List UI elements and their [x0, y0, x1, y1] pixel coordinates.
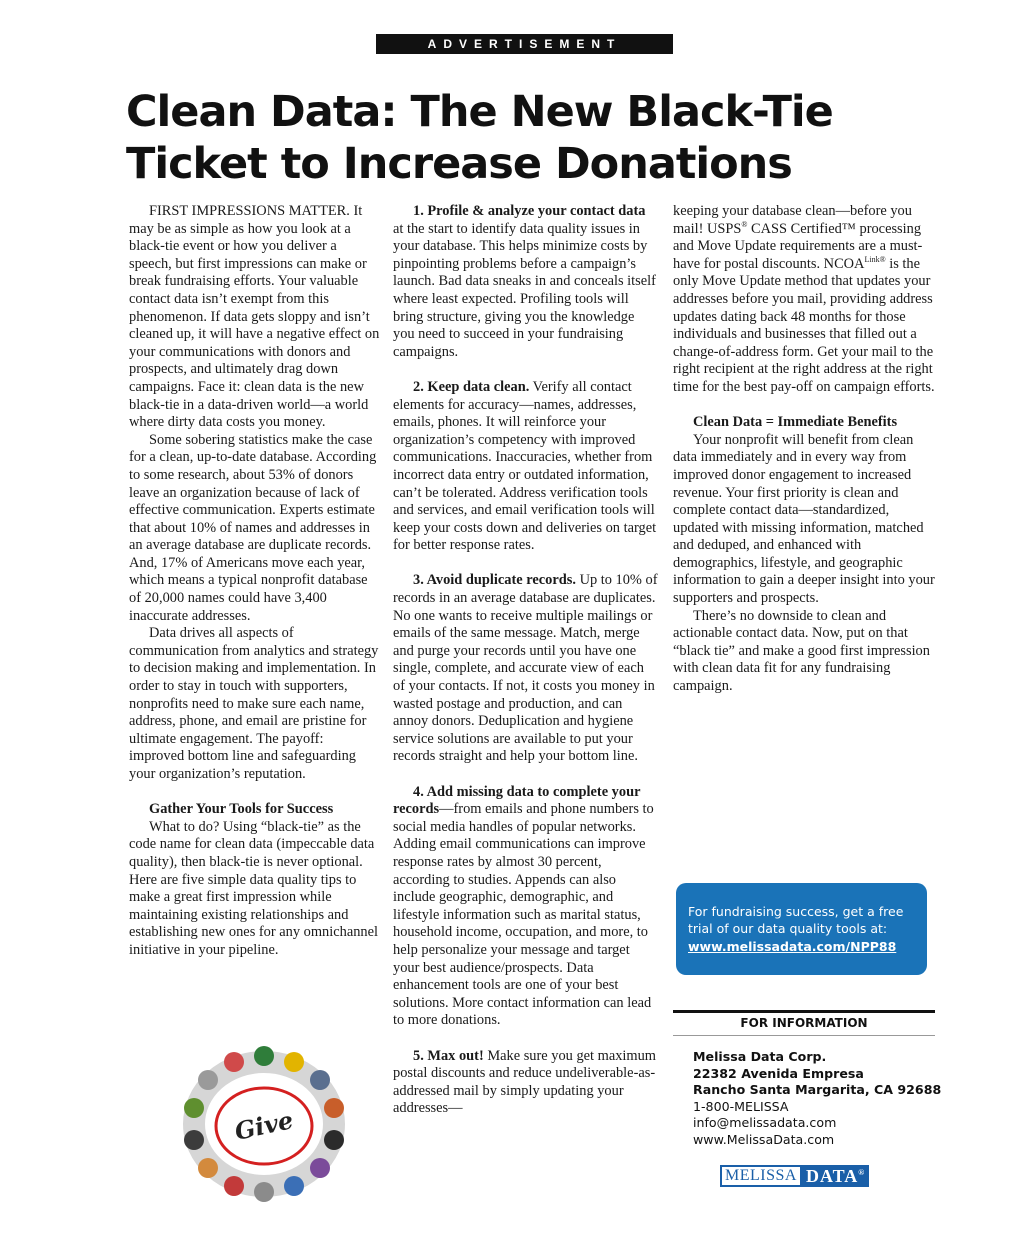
tip-1	[393, 203, 658, 361]
tip-1-title: 1. Profile & analyze your contact data	[413, 203, 646, 219]
paragraph: Some sobering statistics make the case for a clean, up-to-date database. According to some research, about 53% of donors leave an organization because of lack of effective communication. Experts estimate that about 10% of names and addresses in an average database are duplicate records. And, 17% of Americans move each year, which means a typical nonprofit database of 20,000 names could have 3,400 inaccurate addresses.	[129, 431, 377, 624]
person	[184, 1098, 204, 1118]
tip-4-title: 4. Add missing data to complete your records	[393, 783, 641, 818]
contact-block	[693, 1049, 941, 1149]
tip-5-title: 5. Max out!	[413, 1047, 484, 1064]
column-3	[673, 203, 935, 696]
tip-3-title: 3. Avoid duplicate records.	[413, 572, 576, 589]
person	[284, 1052, 304, 1072]
headline-line-2: Ticket to Increase Donations	[126, 139, 792, 189]
subheading-immediate-benefits: Clean Data = Immediate Benefits	[693, 414, 898, 431]
paragraph: There’s no downside to clean and actionable contact data. Now, put on that “black tie” and make a good first impression with clean data fit for any fundraising campaign.	[673, 607, 930, 695]
paragraph	[673, 203, 935, 397]
logo-registered-mark: ®	[858, 1168, 866, 1177]
tip-2-title: 2. Keep data clean.	[413, 378, 530, 395]
tip-1-body: at the start to identify data quality issues in your database. This helps minimize costs by pinpointing problems before a campaign’s launch. Bad data sneaks in and conceals itself where least expected. Profiling tools will bring structure, giving you the knowledge you need to succeed in your fundraising campaigns.	[393, 220, 656, 360]
logo-data	[802, 1165, 869, 1187]
tip-2-body: Verify all contact elements for accuracy—names, addresses, emails, phones. It will reinforce your organization’s competency with improved communications. Inaccuracies, whether from incorrect data entry or outdated information, can’t be tolerated. Address verification tools and services, and email verification tools will keep your costs down and deliveries on target for better response rates.	[393, 378, 657, 554]
address-line-2: Rancho Santa Margarita, CA 92688	[693, 1082, 942, 1098]
logo-data-text: DATA	[805, 1166, 859, 1186]
person	[254, 1182, 274, 1202]
for-information-heading: FOR INFORMATION	[740, 1016, 868, 1030]
tip-3-body: Up to 10% of records in an average database are duplicates. No one wants to receive multiple mailings or emails of the same message. Match, merge and purge your records until you have one single, complete, and accurate view of each of your contacts. If not, it costs you money in wasted postage and production, and can annoy donors. Deduplication and hygiene service solutions are available to put your records straight and help your bottom line.	[393, 572, 658, 765]
tip-4	[393, 784, 658, 1030]
phone-number: 1-800-MELISSA	[693, 1098, 789, 1114]
person	[198, 1158, 218, 1178]
website-link[interactable]: www.MelissaData.com	[693, 1131, 835, 1147]
text-run: keeping your database clean—before you mail! USPS	[673, 203, 912, 237]
headline-line-1: Clean Data: The New Black-Tie	[126, 87, 833, 137]
divider	[673, 1010, 935, 1013]
column-1	[129, 203, 381, 960]
tip-5-body: Make sure you get maximum postal discounts and reduce undeliverable-as-addressed mail by simply updating your addresses—	[393, 1047, 657, 1117]
address-line-1: 22382 Avenida Empresa	[693, 1065, 864, 1081]
person	[324, 1130, 344, 1150]
subheading-gather-tools: Gather Your Tools for Success	[149, 801, 334, 818]
callout-text: For fundraising success, get a free trial of our data quality tools at:	[688, 904, 904, 936]
person	[310, 1158, 330, 1178]
person	[254, 1046, 274, 1066]
person	[198, 1070, 218, 1090]
company-name: Melissa Data Corp.	[693, 1049, 827, 1064]
person	[310, 1070, 330, 1090]
logo-melissa: MELISSA	[720, 1165, 802, 1187]
email-link[interactable]: info@melissadata.com	[693, 1115, 837, 1131]
tip-3	[393, 572, 658, 766]
paragraph: Your nonprofit will benefit from clean data immediately and in every way from improved donor engagement to increased revenue. Your first priority is clean and complete contact data—standardized, updated with missing information, matched and deduped, and enhanced with demographics, lifestyle, and geographic information to gain a deeper insight into your supporters and prospects.	[673, 431, 935, 607]
headline	[126, 86, 846, 190]
give-label: Give	[232, 1105, 296, 1146]
paragraph: What to do? Using “black-tie” as the code name for clean data (impeccable data quality), then black-tie is never optional. Here are five simple data quality tips to make a great first impression while maintaining existing relationships and establishing new ones for any omnichannel initiative in your pipeline.	[129, 818, 378, 958]
person	[224, 1052, 244, 1072]
text-run: CASS Certified™ processing and Move Update requirements are a must-have for postal discounts. NCOA	[673, 220, 923, 272]
divider	[673, 1035, 935, 1036]
melissa-data-logo	[720, 1165, 869, 1187]
advertisement-banner: ADVERTISEMENT	[376, 34, 673, 54]
trial-link[interactable]: www.melissadata.com/NPP88	[688, 939, 897, 954]
tip-2	[393, 379, 658, 555]
free-trial-callout	[676, 883, 927, 975]
person	[284, 1176, 304, 1196]
person	[184, 1130, 204, 1150]
person	[324, 1098, 344, 1118]
person	[224, 1176, 244, 1196]
link-mark: Link®	[864, 254, 886, 264]
tip-5	[393, 1048, 658, 1118]
give-circle-illustration	[162, 1034, 366, 1210]
paragraph: Data drives all aspects of communication from analytics and strategy to decision making and implementation. In order to stay in touch with supporters, nonprofits need to make sure each name, address, phone, and email are pristine for ultimate engagement. The payoff: improved bottom line and safeguarding your organization’s reputation.	[129, 625, 379, 782]
tip-4-body: —from emails and phone numbers to social media handles of popular networks. Adding email communications can improve response rates by almost 30 percent, according to studies. Appends can also include geographic, demographic, and lifestyle information such as marital status, household income, occupation, and more, to help personalize your message and target your best audience/prospects. Data enhancement tools are one of your best solutions. More contact information can lead to more donations.	[393, 801, 654, 1029]
text-run: is the only Move Update method that updates your addresses before you mail, providing address updates dating back 48 months for those individuals and businesses that filled out a change-of-address form. Get your mail to the right recipient at the right address at the right time for the best pay-off on campaign efforts.	[673, 255, 935, 395]
column-2	[393, 203, 658, 1118]
paragraph: FIRST IMPRESSIONS MATTER. It may be as simple as how you look at a black-tie event or how you deliver a speech, but first impressions can make or break fundraising efforts. Your valuable contact data isn’t exempt from this phenomenon. If data gets sloppy and isn’t cleaned up, it will have a negative effect on your communications with donors and prospects, and ultimately drag down campaigns. Face it: clean data is the new black-tie in a data-driven world—a world where dirty data costs you money.	[129, 203, 380, 431]
registered-mark: ®	[741, 219, 748, 229]
